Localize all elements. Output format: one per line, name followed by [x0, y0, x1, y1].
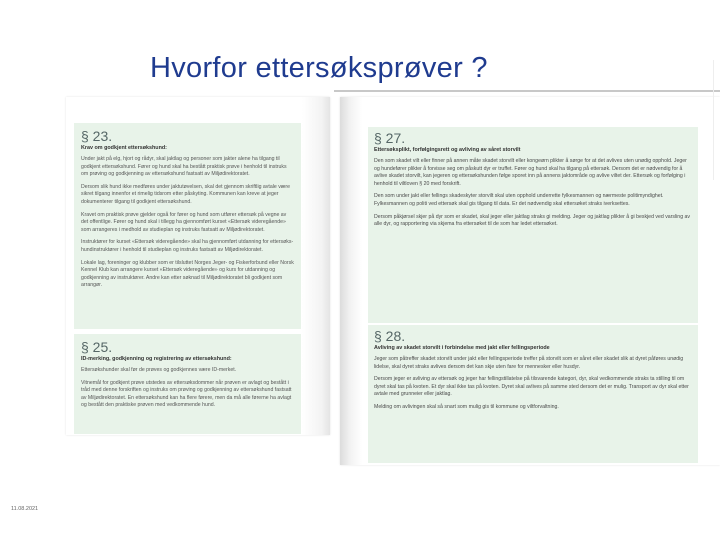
paragraph: Vitnemål for godkjent prøve utstedes av ettersøksdommer når prøven er avlagt og bestått i tråd med denne forskriften og instruks om prøving og godkjenning av ettersøkshund fastsatt av Miljødirektoratet. En ettersøkshund kan ha flere førere, men da må alle førerne ha avlagt og bestått den praktiske prøven med vedkommende hund.	[81, 379, 292, 409]
paragraph: Melding om avlivingen skal så snart som mulig gis til kommune og viltforvaltning.	[374, 403, 559, 410]
paragraph: Ettersøkshunder skal før de prøves og godkjennes være ID-merket.	[81, 367, 237, 373]
section-heading: Krav om godkjent ettersøkshund:	[81, 145, 167, 151]
paragraph: Jeger som påtreffer skadet storvilt under jakt eller fellingsperiode treffer på storvilt som er såret eller skadet slik at dyret påføres unødig lidelse, skal dyret straks avlives dersom det kan skje uten fare for mennesker eller husdyr.	[374, 356, 684, 370]
edge-line	[713, 60, 714, 180]
paragraph: Dersom jeger er avliving av ettersøk og jeger har fellingstillatelse på tilsvarende kategori, dyr, skal vedkommende straks ta stilling til om dyret skal tas på kvoten. Et dyr skal ikke tas på kvoten. Dyret skal avlives på samme sted dersom det er mulig. Transport av dyr skal etter avtale med grunneier eller jaktlag.	[374, 376, 689, 398]
section-heading: Avliving av skadet storvilt i forbindelse med jakt eller fellingsperiode	[374, 345, 550, 351]
section-number: § 23.	[81, 128, 113, 144]
section-number: § 27.	[374, 130, 406, 146]
section-number: § 25.	[81, 339, 113, 355]
paragraph: Den som under jakt eller fellings skadeskyter storvilt skal uten opphold underrette fylkesmannen og nærmeste politimyndighet. Fylkesmannen og politi ved ettersøk skal gis tilgang til data. Er det nødvendig skal ettersøket straks iverksettes.	[374, 193, 664, 207]
section-23	[74, 123, 301, 329]
slide-title: Hvorfor ettersøksprøver ?	[150, 52, 488, 84]
paragraph: Den som skadet vilt eller finner på annen måte skadet storvilt eller kongeørn plikter å sørge for at det avlives uten unødig opphold. Jeger og hundefører plikter å forvisse seg om påskutt dyr er truffet. Fører og hund skal ha tilgang på ettersøk. Dersom det er nødvendig for å avlive skadet storvilt, kan jegeren og ettersøkshunden følge sporet inn på annens jaktområde og avlive viltet der. Ettersøk og forfølging i henhold til viltloven § 20 med forskrift.	[374, 158, 687, 187]
section-27	[368, 127, 698, 323]
section-number: § 28.	[374, 328, 406, 344]
title-divider	[334, 90, 720, 92]
paragraph: Dersom påkjørsel skjer på dyr som er skadet, skal jeger eller jaktlag straks gi melding. Jeger og jaktlag plikter å gi beskjed ved varsling av alle dyr, og rapportering via skjema fra ettersøket til de som har ledet ettersøket.	[374, 213, 690, 228]
section-heading: Ettersøksplikt, forfølgingsrett og avliving av såret storvilt	[374, 147, 521, 153]
paragraph: Lokale lag, foreninger og klubber som er tilsluttet Norges Jeger- og Fiskerforbund eller Norsk Kennel Klub kan arrangere kurset «Ettersøk videregående» og kurs for utdanning og godkjenning av instruktører. Andre kan etter søknad til Miljødirektoratet bli godkjent som arrangør.	[81, 259, 294, 289]
paragraph: Kravet om praktisk prøve gjelder også for fører og hund som utfører ettersøk på vegne av det offentlige. Fører og hund skal i tillegg ha gjennomført kurset «Ettersøk videregående» som arrangeres i medhold av studieplan og instruks fastsatt av Miljødirektoratet.	[81, 211, 287, 233]
section-28	[368, 325, 698, 463]
right-document-page	[340, 97, 720, 465]
section-25	[74, 334, 301, 434]
section-heading: ID-merking, godkjenning og registrering av ettersøkshund:	[81, 356, 232, 362]
paragraph: Under jakt på elg, hjort og rådyr, skal jaktlag og personer som jakter alene ha tilgang til godkjent ettersøkshund. Fører og hund skal ha bestått praktisk prøve i henhold til instruks om prøving og godkjenning av ettersøkshund fastsatt av Miljødirektoratet.	[81, 156, 287, 178]
slide-date: 11.08.2021	[11, 506, 39, 512]
paragraph: Dersom slik hund ikke medføres under jaktutøvelsen, skal det gjennom skriftlig avtale være sikret tilgang innenfor et rimelig tidsrom etter påskyting. Kommunen kan kreve at jeger dokumenterer tilgang til godkjent ettersøkshund.	[81, 183, 291, 205]
paragraph: Instruktører for kurset «Ettersøk videregående» skal ha gjennomført utdanning for ettersøks-hundinstruktører i henhold til studieplan og instruks fastsatt av Miljødirektoratet.	[81, 239, 294, 253]
left-document-page	[66, 97, 330, 435]
